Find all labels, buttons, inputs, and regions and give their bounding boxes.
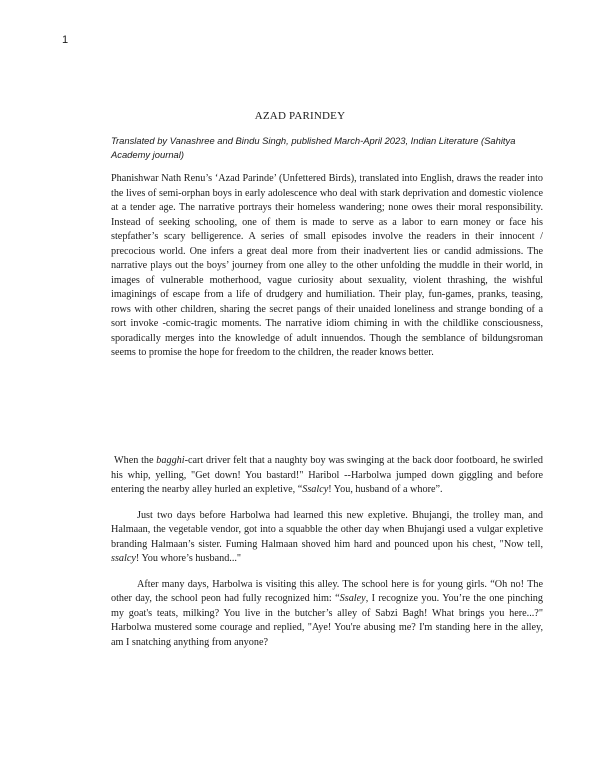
story-body (111, 454, 543, 661)
text-run: , I recognize you. You’re the one pinching my goat's teats, milking? You live in the butcher’s alley of Sabzi Bagh! What brings you here...?" Harbolwa mustered some courage and replied, "Aye! You're abusing me? I'm standing here in the alley, am I snatching anything from anyone? (111, 593, 543, 648)
abstract-paragraph: Phanishwar Nath Renu’s ‘Azad Parinde’ (Unfettered Birds), translated into English, draws the reader into the lives of semi-orphan boys in early adolescence who deal with stark deprivation and domestic violence at a tender age. The narrative portrays their homeless wandering; none owes their moral responsibility. Instead of seeking schooling, one of them is made to serve as a labor to earn money or face his stepfather’s scary belligerence. A series of small episodes involve the readers in their innocent / precocious world. One infers a great deal more from their inadvertent lies or candid admissions. The narrative plays out the boys’ journey from one alley to the other unfolding the muddle in their world, in images of vulnerable motherhood, vague curiosity about sexuality, violent thrashing, the wishful imaginings of escape from a life of drudgery and humiliation. Their play, fun-games, pranks, teasing, rows with other children, sharing the secret pangs of their unaided loneliness and strange bonding of a sort invoke -comic-tragic moments. The narrative idiom chiming in with the childlike consciousness, sporadically merges into the knowledge of adult innuendos. Though the semblance of bildungsroman seems to promise the hope for freedom to the children, the reader knows better. (111, 173, 543, 358)
story-paragraph-3 (111, 578, 543, 651)
story-paragraph-2 (111, 509, 543, 567)
page-number: 1 (62, 34, 69, 46)
story-paragraph-1 (111, 454, 543, 498)
text-run: Just two days before Harbolwa had learned this new expletive. Bhujangi, the trolley man, and Halmaan, the vegetable vendor, got into a squabble the other day when Bhujangi used a vulgar expletive branding Halmaan’s sister. Fuming Halmaan shoved him hard and pounced upon his chest, "Now tell, (111, 509, 543, 550)
italic-word: Ssaley (339, 593, 366, 604)
text-run: ! You, husband of a whore”. (328, 484, 443, 495)
text-run: -cart driver felt that a naughty boy was swinging at the back door footboard, he swirled his whip, yelling, "Get down! You bastard!" Haribol --Harbolwa jumped down giggling and before entering the nearby alley hurled an expletive, “ (111, 455, 543, 495)
document-title: AZAD PARINDEY (254, 110, 346, 122)
translation-credit: Translated by Vanashree and Bindu Singh, published March-April 2023, Indian Literature (Sahitya Academy journal) (111, 135, 516, 160)
text-run: ! You whore’s husband..." (135, 553, 242, 564)
italic-word: ssalcy (111, 553, 136, 564)
italic-word: bagghi (156, 455, 185, 466)
text-run: When the (114, 455, 157, 466)
italic-word: Ssalcy (302, 484, 329, 495)
text-run: After many days, Harbolwa is visiting this alley. The school here is for young girls. “Oh no! The other day, the school peon had fully recognized him: “ (111, 578, 543, 604)
